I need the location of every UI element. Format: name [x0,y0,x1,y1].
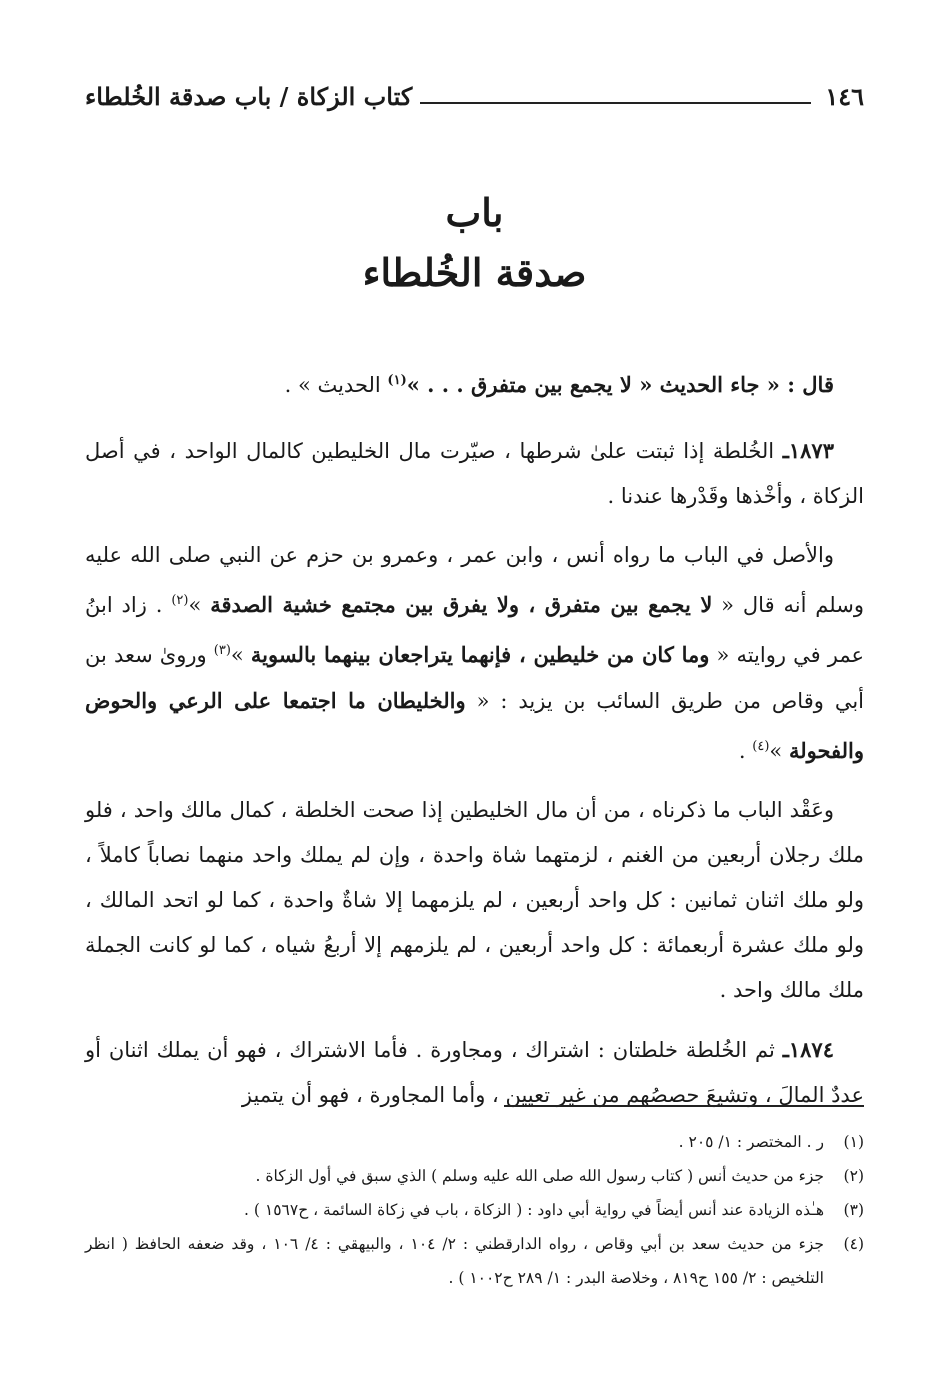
footnote-ref-2: (٢) [171,593,189,608]
footnote-text: جزء من حديث سعد بن أبي وقاص ، رواه الدارقطني : ٢/ ١٠٤ ، والبيهقي : ٤/ ١٠٦ ، وقد ضعفه الحافظ ( انظر التلخيص : ٢/ ١٥٥ ح٨١٩ ، وخلاصة البدر : ١/ ٢٨٩ ح١٠٠٢ ) . [85,1235,824,1287]
page-number: ١٤٦ [825,82,864,111]
hadith-text: والخليطان ما اجتمعا على الرعي والحوض والفحولة [85,688,864,763]
footnote [85,1159,864,1193]
paragraph-1873 [85,428,864,519]
running-head [85,82,864,111]
footnote [85,1227,864,1295]
footnote-ref-4: (٤) [752,739,770,754]
text-run: » [230,643,251,667]
text-run: » [188,593,211,617]
running-title: كتاب الزكاة / باب صدقة الخُلطاء [85,82,413,111]
footnote-ref-1: (١) [387,373,407,388]
hadith-text: وما كان من خليطين ، فإنهما يتراجعان بينهما بالسوية [250,642,710,667]
footnote-separator [504,1105,864,1107]
hadith-text: لا يجمع بين متفرق ، ولا يفرق بين مجتمع خشية الصدقة [210,592,713,617]
text-run: والأصل في الباب ما رواه أنس ، وابن عمر ، وعمرو بن حزم عن النبي صلى الله عليه وسلم أنه قال « [85,543,864,617]
paragraph-number: ١٨٧٤ـ [782,1037,834,1062]
footnote-text: هـٰذه الزيادة عند أنس أيضاً في رواية أبي داود : ( الزكاة ، باب في زكاة السائمة ، ح١٥٦٧ ) . [244,1201,824,1219]
footnote [85,1125,864,1159]
body-text [85,358,864,1132]
paragraph-text: ثم الخُلطة خلطتان : اشتراك ، ومجاورة . فأما الاشتراك ، فهو أن يملك اثنان أو عددٌ المالَ ، وتشيعَ حصصُهم من غير تعيين ، وأما المجاورة ، فهو أن يتميز [85,1038,864,1107]
footnote-text: جزء من حديث أنس ( كتاب رسول الله صلى الله عليه وسلم ) الذي سبق في أول الزكاة . [255,1167,824,1185]
text-run: . زاد ابنُ عمر في روايته « [85,593,865,667]
quote-tail: الحديث » . [284,373,388,397]
text-run: وروىٰ سعد بن أبي وقاص من طريق السائب بن يزيد : « [85,643,864,713]
header-rule [420,102,811,104]
text-run: . [738,739,753,763]
footnote-ref-3: (٣) [213,643,231,658]
footnote-number: (٢) [843,1167,864,1185]
footnote-number: (١) [843,1133,864,1151]
footnote-number: (٤) [843,1235,864,1253]
quote-text: قال : « جاء الحديث « لا يجمع بين متفرق . . . » [406,372,834,397]
footnote [85,1193,864,1227]
chapter-heading-line2: صدقة الخُلطاء [362,250,587,295]
footnotes [85,1125,864,1295]
opening-quote-paragraph [85,358,864,408]
text-run: » [769,739,789,763]
chapter-heading-line1: باب [445,190,504,235]
paragraph-text: الخُلطة إذا ثبتت علىٰ شرطها ، صيّرت مال الخليطين كالمال الواحد ، في أصل الزكاة ، وأخْذها وقَدْرها عندنا . [85,439,864,508]
footnote-number: (٣) [843,1201,864,1219]
paragraph-number: ١٨٧٣ـ [782,438,834,463]
page [85,0,864,1387]
footnote-text: ر . المختصر : ١/ ٢٠٥ . [678,1133,824,1151]
paragraph-aqd: وعَقْد الباب ما ذكرناه ، من أن مال الخليطين إذا صحت الخلطة ، كمال مالك واحد ، فلو ملك رجلان أربعين من الغنم ، لزمتهما شاة واحدة ، وإن لم يملك واحد منهما نصاباً كاملاً ، ولو ملك اثنان ثمانين : كل واحد أربعين ، لم يلزمهما إلا شاةٌ واحدة ، كما لو اتحد المالك ، ولو ملك عشرة أربعمائة : كل واحد أربعين ، لم يلزمهم إلا أربعُ شياه ، كما لو كانت الجملة ملك مالك واحد . [85,798,864,1002]
paragraph-asl [85,533,864,774]
